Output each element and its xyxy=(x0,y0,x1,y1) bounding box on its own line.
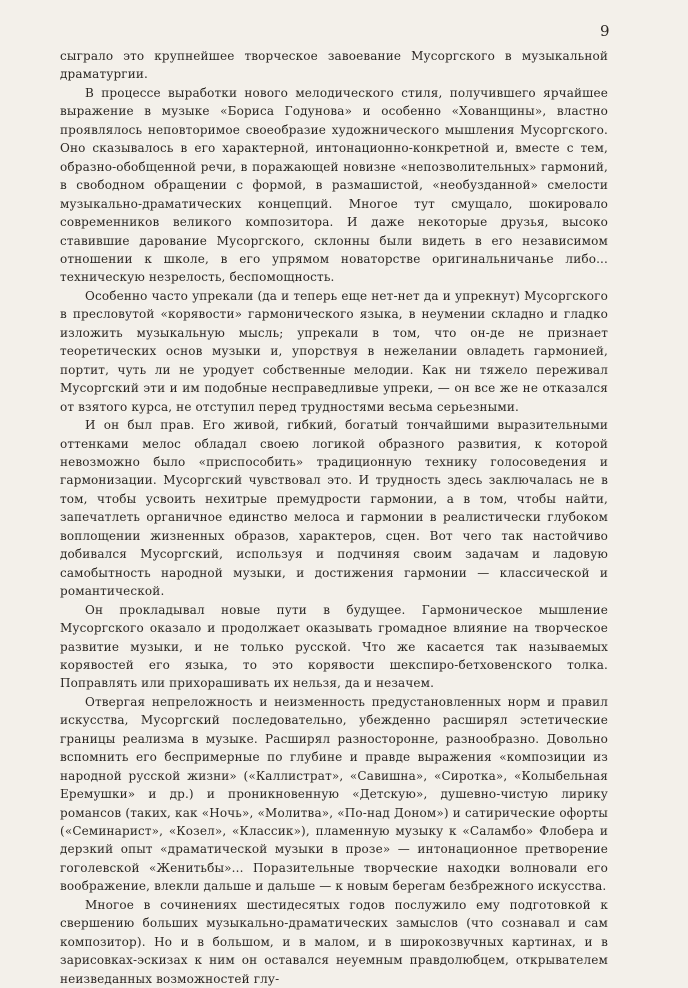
paragraph-5: Он прокладывал новые пути в будущее. Гармоническое мышление Мусоргского оказало и продолжает оказывать громадное влияние на творческое развитие музыки, и не только русской. Что же касается так называемых корявостей его языка, то это корявости шекспиро-бетховенского толка. Поправлять или прихорашивать их нельзя, да и незачем. xyxy=(60,602,608,691)
paragraph-6: Отвергая непреложность и неизменность предустановленных норм и правил искусства, Мусоргский последовательно, убежденно расширял эстетические границы реализма в музыке. Расширял разносторонне, разнообразно. Довольно вспомнить его беспримерные по глубине и правде выражения «композиции из народной русской жизни» («Каллистрат», «Савишна», «Сиротка», «Колыбельная Еремушки» и др.) и проникновенную «Детскую», душевно-чистую лирику романсов (таких, как «Ночь», «Молитва», «По-над Доном») и сатирические офорты («Семинарист», «Козел», «Классик»), пламенную музыку к «Саламбо» Флобера и дерзкий опыт «драматической музыки в прозе» — интонационное претворение гоголевской «Женитьбы»... Поразительные творческие находки волновали его воображение, влекли дальше и дальше — к новым берегам безбрежного искусства. xyxy=(60,694,608,894)
paragraph-1: сыграло это крупнейшее творческое завоевание Мусоргского в музыкальной драматургии. xyxy=(60,49,608,82)
paragraph-3: Особенно часто упрекали (да и теперь еще нет-нет да и упрекнут) Мусоргского в пресловутой «корявости» гармонического языка, в неумении складно и гладко изложить музыкальную мысль; упрекали в том, что он-де не признает теоретических основ музыки и, упорствуя в нежелании овладеть гармонией, портит, чуть ли не уродует собственные мелодии. Как ни тяжело переживал Мусоргский эти и им подобные несправедливые упреки, — он все же не отказался от взятого курса, не отступил перед трудностями весьма серьезными. xyxy=(60,288,608,414)
paragraph-4: И он был прав. Его живой, гибкий, богатый тончайшими выразительными оттенками мелос обладал своею логикой образного развития, к которой невозможно было «приспособить» традиционную технику голосоведения и гармонизации. Мусоргский чувствовал это. И трудность здесь заключалась не в том, чтобы усвоить нехитрые премудрости гармонии, а в том, чтобы найти, запечатлеть органичное единство мелоса и гармонии в реалистически глубоком воплощении жизненных образов, характеров, сцен. Вот чего так настойчиво добивался Мусоргский, используя и подчиняя своим задачам и ладовую самобытность народной музыки, и достижения гармонии — классической и романтической. xyxy=(60,418,608,599)
body-text xyxy=(60,47,608,988)
paragraph-7: Многое в сочинениях шестидесятых годов послужило ему подготовкой к свершению больших музыкально-драматических замыслов (что сознавал и сам композитор). Но и в большом, и в малом, и в широкозвучных картинах, и в зарисовках-эскизах к ним он оставался неуемным правдолюбцем, открывателем неизведанных возможностей глу- xyxy=(60,897,608,986)
paragraph-2: В процессе выработки нового мелодического стиля, получившего ярчайшее выражение в музыке «Бориса Годунова» и особенно «Хованщины», властно проявлялось неповторимое своеобразие художнического мышления Мусоргского. Оно сказывалось в его характерной, интонационно-конкретной и, вместе с тем, образно-обобщенной речи, в поражающей новизне «непозволительных» гармоний, в свободном обращении с формой, в размашистой, «необузданной» смелости музыкально-драматических концепций. Многое тут смущало, шокировало современников великого композитора. И даже некоторые друзья, высоко ставившие дарование Мусоргского, склонны были видеть в его независимом отношении к школе, в его упрямом новаторстве оригинальничанье либо... техническую незрелость, беспомощность. xyxy=(60,85,608,285)
page-number: 9 xyxy=(600,22,611,40)
